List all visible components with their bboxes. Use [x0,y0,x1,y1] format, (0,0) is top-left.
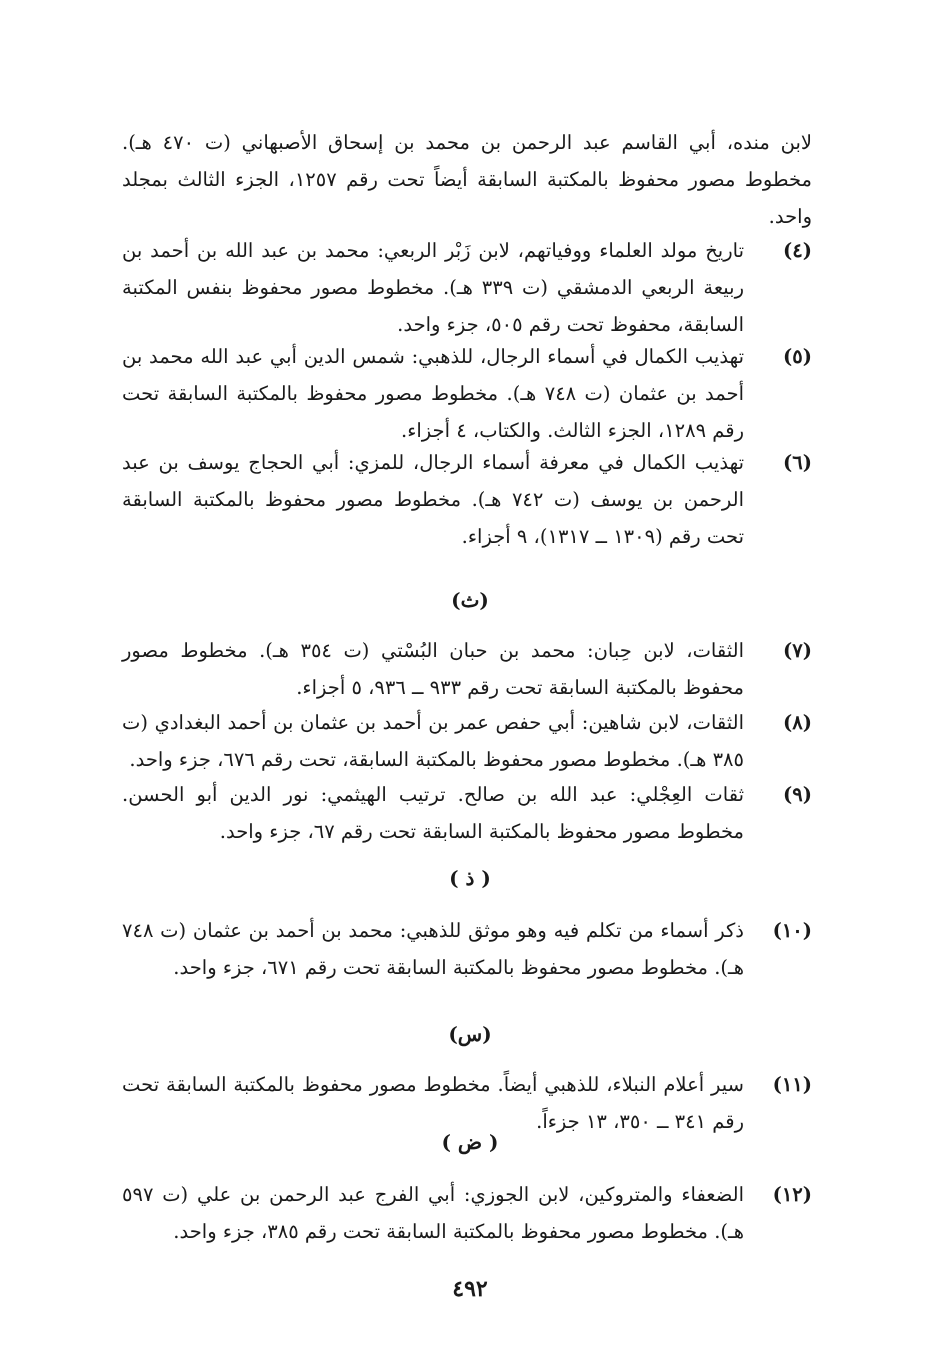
entry-number: (٩) [783,783,812,806]
entry-text: تاريخ مولد العلماء ووفياتهم، لابن زَبْر الربعي: محمد بن عبد الله بن أحمد بن ربيعة الربعي الدمشقي (ت ٣٣٩ هـ). مخطوط مصور محفوظ بنفس المكتبة السابقة، محفوظ تحت رقم ٥٠٥، جزء واحد. [122,239,745,336]
bibliography-entry [122,1066,812,1140]
entry-number: (١١) [772,1073,812,1096]
entry-number: (١٢) [772,1183,812,1206]
entry-number: (١٠) [772,919,812,942]
section-heading-sin: (س) [448,1022,492,1046]
bibliography-entry [122,232,812,343]
entry-text: الضعفاء والمتروكين، لابن الجوزي: أبي الفرج عبد الرحمن بن علي (ت ٥٩٧ هـ). مخطوط مصور محفوظ بالمكتبة السابقة تحت رقم ٣٨٥، جزء واحد. [122,1183,744,1243]
bibliography-entry [122,776,812,850]
entry-text: تهذيب الكمال في أسماء الرجال، للذهبي: شمس الدين أبي عبد الله محمد بن أحمد بن عثمان (ت ٧٤٨ هـ). مخطوط مصور محفوظ بالمكتبة السابقة تحت رقم ١٢٨٩، الجزء الثالث. والكتاب، ٤ أجزاء. [122,345,745,442]
entry-number: (٨) [783,711,812,734]
section-heading-dad: ( ض ) [441,1130,499,1154]
page-number: ٤٩٢ [452,1276,488,1302]
bibliography-entry [122,912,812,986]
bibliography-entry [122,704,812,778]
entry-text: الثقات، لابن حِبان: محمد بن حبان البُسْتي (ت ٣٥٤ هـ). مخطوط مصور محفوظ بالمكتبة السابقة تحت رقم ٩٣٣ ــ ٩٣٦، ٥ أجزاء. [122,639,744,699]
entry-text: تهذيب الكمال في معرفة أسماء الرجال، للمزي: أبي الحجاج يوسف بن عبد الرحمن بن يوسف (ت ٧٤٢ هـ). مخطوط مصور محفوظ بالمكتبة السابقة تحت رقم (١٣٠٩ ــ ١٣١٧)، ٩ أجزاء. [122,451,744,548]
bibliography-entry [122,632,812,706]
entry-number: (٦) [783,451,812,474]
bibliography-entry [122,444,812,555]
bibliography-entry [122,338,812,449]
section-heading-dhal: ( ذ ) [449,866,491,890]
entry-text: الثقات، لابن شاهين: أبي حفص عمر بن أحمد بن عثمان بن أحمد البغدادي (ت ٣٨٥ هـ). مخطوط مصور محفوظ بالمكتبة السابقة، تحت رقم ٦٧٦، جزء واحد. [122,711,744,771]
entry-number: (٧) [783,639,812,662]
entry-text: ثقات العِجْلي: عبد الله بن صالح. ترتيب الهيثمي: نور الدين أبو الحسن. مخطوط مصور محفوظ بالمكتبة السابقة تحت رقم ٦٧، جزء واحد. [122,783,744,843]
entry-text: ذكر أسماء من تكلم فيه وهو موثق للذهبي: محمد بن أحمد بن عثمان (ت ٧٤٨ هـ). مخطوط مصور محفوظ بالمكتبة السابقة تحت رقم ٦٧١، جزء واحد. [122,919,744,979]
entry-number: (٥) [783,345,812,368]
section-heading-tha: (ث) [451,588,489,612]
entry-text: سير أعلام النبلاء، للذهبي أيضاً. مخطوط مصور محفوظ بالمكتبة السابقة تحت رقم ٣٤١ ــ ٣٥٠، ١٣ جزءاً. [122,1073,744,1133]
entry-number: (٤) [783,239,812,262]
continuation-paragraph: لابن منده، أبي القاسم عبد الرحمن بن محمد بن إسحاق الأصبهاني (ت ٤٧٠ هـ). مخطوط مصور محفوظ بالمكتبة السابقة أيضاً تحت رقم ١٢٥٧، الجزء الثالث بمجلد واحد. [122,131,812,228]
bibliography-entry [122,1176,812,1250]
